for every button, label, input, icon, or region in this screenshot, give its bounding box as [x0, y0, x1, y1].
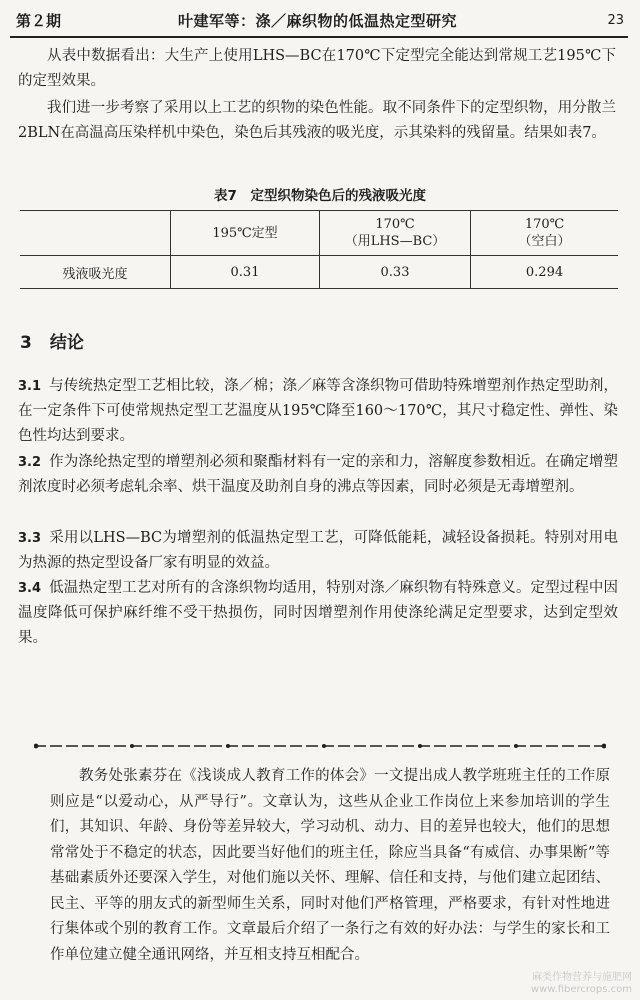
conclusion-text: 低温热定型工艺对所有的含涤织物均适用，特别对涤／麻织物有特殊意义。定型过程中因温度降低可保护麻纤维不受干热损伤，同时因增塑剂作用使涤纶满足定型要求，达到定型效果。	[18, 580, 618, 646]
table-header-corner	[20, 211, 171, 256]
watermark-line: 麻类作物营养与施肥网	[532, 972, 632, 983]
table-header-line: 170℃	[375, 217, 415, 232]
section-heading	[20, 328, 84, 353]
conclusion-number: 3.2	[18, 455, 42, 470]
table-header-line: 170℃	[524, 217, 565, 232]
conclusion-number: 3.3	[18, 531, 42, 546]
table-header-line: 195℃定型	[212, 225, 278, 241]
table-header-170-blank	[471, 211, 619, 256]
conclusion-text: 采用以LHS—BC为增塑剂的低温热定型工艺，可降低能耗，减轻设备损耗。特别对用电为热源的热定型设备厂家有明显的效益。	[18, 530, 618, 571]
divider-graphic	[34, 742, 606, 750]
absorbance-table	[20, 210, 618, 289]
conclusion-number: 3.1	[18, 379, 42, 394]
conclusion-text: 与传统热定型工艺相比较，涤／棉；涤／麻等含涤织物可借助特殊增塑剂作热定型助剂，在一定条件下可使常规热定型工艺温度从195℃降至160～170℃，其尺寸稳定性、弹性、染色性均达到要求。	[18, 378, 618, 444]
page-number: 23	[607, 13, 624, 28]
table-cell: 0.33	[320, 256, 471, 289]
running-title: 叶建军等：涤／麻织物的低温热定型研究	[178, 12, 458, 30]
table-header-row	[20, 211, 618, 256]
conclusion-item	[18, 450, 618, 500]
table-header-line: （用LHS—BC）	[344, 234, 446, 249]
conclusion-text: 作为涤纶热定型的增塑剂必须和聚酯材料有一定的亲和力，溶解度参数相近。在确定增塑剂浓度时必须考虑轧余率、烘干温度及助剂自身的沸点等因素，同时必须是无毒增塑剂。	[18, 454, 618, 495]
section-title: 结论	[49, 333, 84, 353]
watermark-line: www.fibercrops.com	[530, 984, 632, 995]
section-number: 3	[20, 333, 32, 353]
conclusion-item	[18, 374, 618, 449]
table-row	[20, 256, 618, 289]
table-caption: 表7 定型织物染色后的残液吸光度	[214, 188, 426, 204]
conclusion-item	[18, 576, 618, 651]
table-cell: 0.31	[171, 256, 320, 289]
table-cell: 0.294	[471, 256, 619, 289]
table-header-170-lhs	[320, 211, 471, 256]
site-watermark	[531, 972, 632, 996]
table-row-label: 残液吸光度	[20, 256, 171, 289]
conclusion-item	[18, 526, 618, 576]
issue-number: 第２期	[16, 12, 62, 30]
intro-paragraph-1: 从表中数据看出：大生产上使用LHS—BC在170℃下定型完全能达到常规工艺195℃下的定型效果。	[18, 48, 616, 89]
conclusion-number: 3.4	[18, 581, 42, 596]
table-header-line: （空白）	[518, 234, 571, 249]
table-header-195	[171, 211, 320, 256]
article-summary: 教务处张素芬在《浅谈成人教育工作的体会》一文提出成人教学班班主任的工作原则应是“以爱动心，从严导行”。文章认为，这些从企业工作岗位上来参加培训的学生们，其知识、年龄、身份等差异较大，学习动机、动力、目的差异也较大，他们的思想常常处于不稳定的状态，因此要当好他们的班主任，除应当具备“有威信、办事果断”等基础素质外还要深入学生，对他们施以关怀、理解、信任和支持，与他们建立起团结、民主、平等的朋友式的新型师生关系，同时对他们严格管理，严格要求，有针对性地进行集体或个别的教育工作。文章最后介绍了一条行之有效的好办法：与学生的家长和工作单位建立健全通讯网络，并互相支持互相配合。	[50, 768, 610, 963]
running-header	[10, 6, 628, 38]
intro-paragraph-2: 我们进一步考察了采用以上工艺的织物的染色性能。取不同条件下的定型织物，用分散兰2BLN在高温高压染样机中染色，染色后其残液的吸光度，示其染料的残留量。结果如表7。	[18, 100, 616, 141]
ornamental-divider	[34, 742, 606, 750]
